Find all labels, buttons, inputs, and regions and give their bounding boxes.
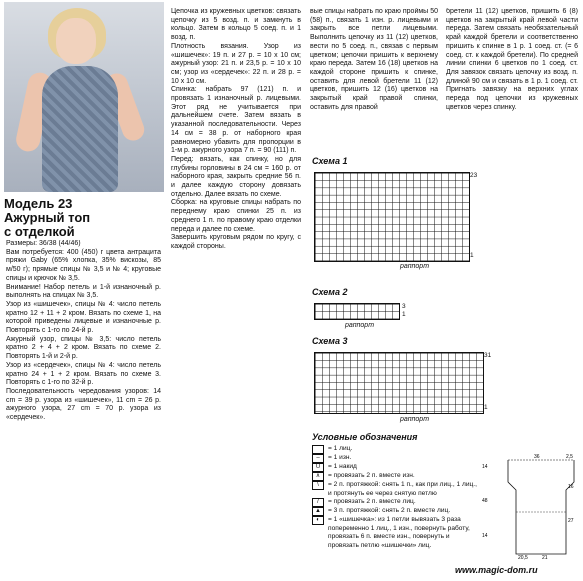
legend-item — [312, 507, 477, 516]
schema-3-row-1: 1 — [484, 404, 488, 411]
instructions-column-3 — [310, 8, 438, 148]
purl-two-together-icon: ∧ — [312, 472, 324, 481]
instructions-column-1 — [6, 240, 161, 575]
pattern-label: 14 — [482, 464, 488, 470]
pattern-label: 14 — [482, 533, 488, 539]
model-subtitle-1: Ажурный топ — [4, 210, 91, 225]
pattern-label: 48 — [482, 498, 488, 504]
pattern-label: 27 — [568, 518, 574, 524]
paragraph: Плотность вязания. Узор из «шишечек»: 19 п. и 27 р. = 10 х 10 см; ажурный узор: 21 п. и 23,5 р. = 10 х 10 см; узор из «сердечек»: 22 п. и 28 р. = 10 х 10 см. — [171, 42, 301, 85]
schema-1-row-bottom: 1 — [470, 252, 474, 259]
bobble-icon: ◐ — [312, 516, 324, 525]
legend-text: = 1 «шишечка»: из 1 петли вывязать 3 раза попеременно 1 лиц., 1 изн., повернуть работу, провязать 6 п. вместе изн., повернуть и провязать петлю «шишечки» лиц. — [328, 516, 470, 549]
paragraph: Перед: вязать, как спинку, но для глубины горловины в 24 см = 160 р. от наборного края, закрыть средние 56 п. и далее каждую сторону довязать отдельно. Далее вязать по схеме. — [171, 155, 301, 198]
pattern-label: 20,5 — [518, 555, 528, 560]
paragraph: Внимание! Набор петель и 1-й изнаночный р. выполнять на спицах № 3,5. — [6, 283, 161, 300]
legend-item — [312, 498, 477, 507]
schema-2-title: Схема 2 — [312, 287, 348, 297]
face-shape — [56, 18, 96, 64]
model-subtitle-2: с отделкой — [4, 224, 75, 239]
legend-text: = 1 накид — [328, 463, 357, 470]
legend-item — [312, 463, 477, 472]
paragraph: Завершить круговым рядом по кругу, с каждой стороны. — [171, 234, 301, 250]
paragraph: Вам потребуется: 400 (450) г цвета антрацита пряжи Gaby (65% хлопка, 35% вискозы, 85 м/50 г); прямые спицы № 3,5 и № 4; круговые спицы и крючок № 3,5. — [6, 248, 161, 282]
paragraph: вые спицы набрать по краю проймы 50 (58) п., связать 1 изн. р. лицевыми и закрыть все петли лицевыми. Выполнить цепочку из 11 (12) цветков, вести по 5 соед. п., связав с первым цветком; цепочки пришить к верхнему краю переда. Затем 16 (18) цветков на каждой стороне пришить к спинке, оставить для левой бретели 11 (12) цветков, пришить 12 (16) цветков на закрытый край правой спинки, оставить для правой — [310, 8, 438, 111]
legend-text: = 1 лиц. — [328, 445, 353, 452]
paragraph: Последовательность чередования узоров: 14 сm = 39 р. узора из «шишечек», 11 сm = 26 р. ажурного узора, 27 сm = 70 р. узора из «сердечек». — [6, 387, 161, 422]
legend-text: = 1 изн. — [328, 454, 352, 461]
slip-knit-icon: \ — [312, 481, 324, 490]
paragraph: Цепочка из кружевных цветков: связать цепочку из 5 возд. п. и замкнуть в кольцо. Затем в кольцо 5 соед. п. и 1 возд. п. — [171, 8, 301, 42]
pattern-label: 36 — [534, 454, 540, 460]
legend-item — [312, 472, 477, 481]
legend-list — [312, 445, 477, 551]
schema-2-grid — [314, 303, 400, 320]
schema-3-row-31: 31 — [484, 352, 492, 359]
schema-1-grid — [314, 172, 470, 262]
paragraph: Ажурный узор, спицы № 3,5: число петель кратно 2 + 4 + 2 кром. Вязать по схеме 2. Повторять 1-й и 2-й р. — [6, 335, 161, 361]
schema-3-title: Схема 3 — [312, 336, 348, 346]
legend-text: = провязать 2 п. вместе лиц. — [328, 498, 416, 506]
paragraph: Спинка: набрать 97 (121) п. и провязать 1 изнаночный р. лицевыми. Этот ряд не учитывается при дальнейшем счете. Затем вязать в указанной последовательности. Через 14 см = 38 р. от наборного края равномерно убавить для пропорции в 1-м р. ажурного узора 7 п. = 90 (111) п. — [171, 86, 301, 155]
three-decrease-icon: ▲ — [312, 507, 324, 516]
garment-pattern-diagram — [478, 452, 578, 560]
model-title — [4, 196, 164, 239]
paragraph: Сборка: на круговые спицы набрать по переднему краю спинки 25 п. из среднего 1 п. по правому краю отделки переда и далее по схеме. — [171, 199, 301, 233]
legend-text: = 2 п. протяжкой: снять 1 п., как при лиц., 1 лиц., и протянуть ее через снятую петлю — [328, 481, 477, 497]
pattern-label: 21 — [542, 555, 548, 560]
top-garment-shape — [42, 66, 118, 192]
schema-2-rapport-label: раппорт — [345, 322, 375, 329]
legend-item — [312, 445, 477, 454]
yarn-over-icon: U — [312, 463, 324, 472]
instructions-column-2 — [171, 8, 301, 576]
schema-1-rapport-label: раппорт — [400, 263, 430, 270]
legend-item — [312, 454, 477, 463]
legend-text: = 3 п. протяжкой: снять 2 п. вместе лиц. — [328, 507, 451, 515]
schema-2-row-1: 1 — [402, 311, 406, 318]
schema-1-row-top: 23 — [470, 172, 478, 179]
instructions-column-4 — [446, 8, 578, 138]
knit-symbol-icon — [312, 445, 324, 454]
paragraph: Узор из «сердечек», спицы № 4: число петель кратно 24 + 1 + 2 кром. Вязать по схеме 3. Повторять с 1-го по 32-й р. — [6, 361, 161, 387]
legend-item — [312, 481, 477, 498]
model-photo — [4, 2, 164, 192]
paragraph: Узор из «шишечек», спицы № 4: число петель кратно 12 + 11 + 2 кром. Вязать по схеме 1, на которой приведены лицевые и изнаночные р. Повторять с 1-го по 24-й р. — [6, 300, 161, 335]
pattern-label: 16 — [568, 484, 574, 490]
schema-3-grid — [314, 352, 484, 414]
legend-item — [312, 516, 477, 550]
paragraph: бретели 11 (12) цветков, пришить 6 (8) цветков на закрытый край левой части переда. Затем связать необязательный край каждой бретели и соответственно пришить к спинке в 1 р. 1 соед. ст. (= 6 соед. ст. к каждой бретели). По средней линии спинки 6 цветков по 1 соед. ст. Для завязок связать цепочку из возд. п. длиной 90 см и связать в 1 р. 1 соед. ст. Пригнать завязку на верхних углах переда под цепочки из кружевных цветков через спинку. — [446, 8, 578, 111]
schema-2-row-3: 3 — [402, 303, 406, 310]
footer-url: www.magic-dom.ru — [455, 565, 538, 575]
pattern-label: 2,5 — [566, 454, 573, 460]
paragraph: Размеры: 36/38 (44/46) — [6, 240, 81, 247]
model-number: Модель 23 — [4, 196, 73, 211]
legend-text: = провязать 2 п. вместе изн. — [328, 472, 415, 479]
knit-two-together-icon: / — [312, 498, 324, 507]
schema-1-title: Схема 1 — [312, 156, 348, 166]
schema-3-rapport-label: раппорт — [400, 416, 430, 423]
purl-symbol-icon: – — [312, 454, 324, 463]
legend-title: Условные обозначения — [312, 432, 418, 442]
